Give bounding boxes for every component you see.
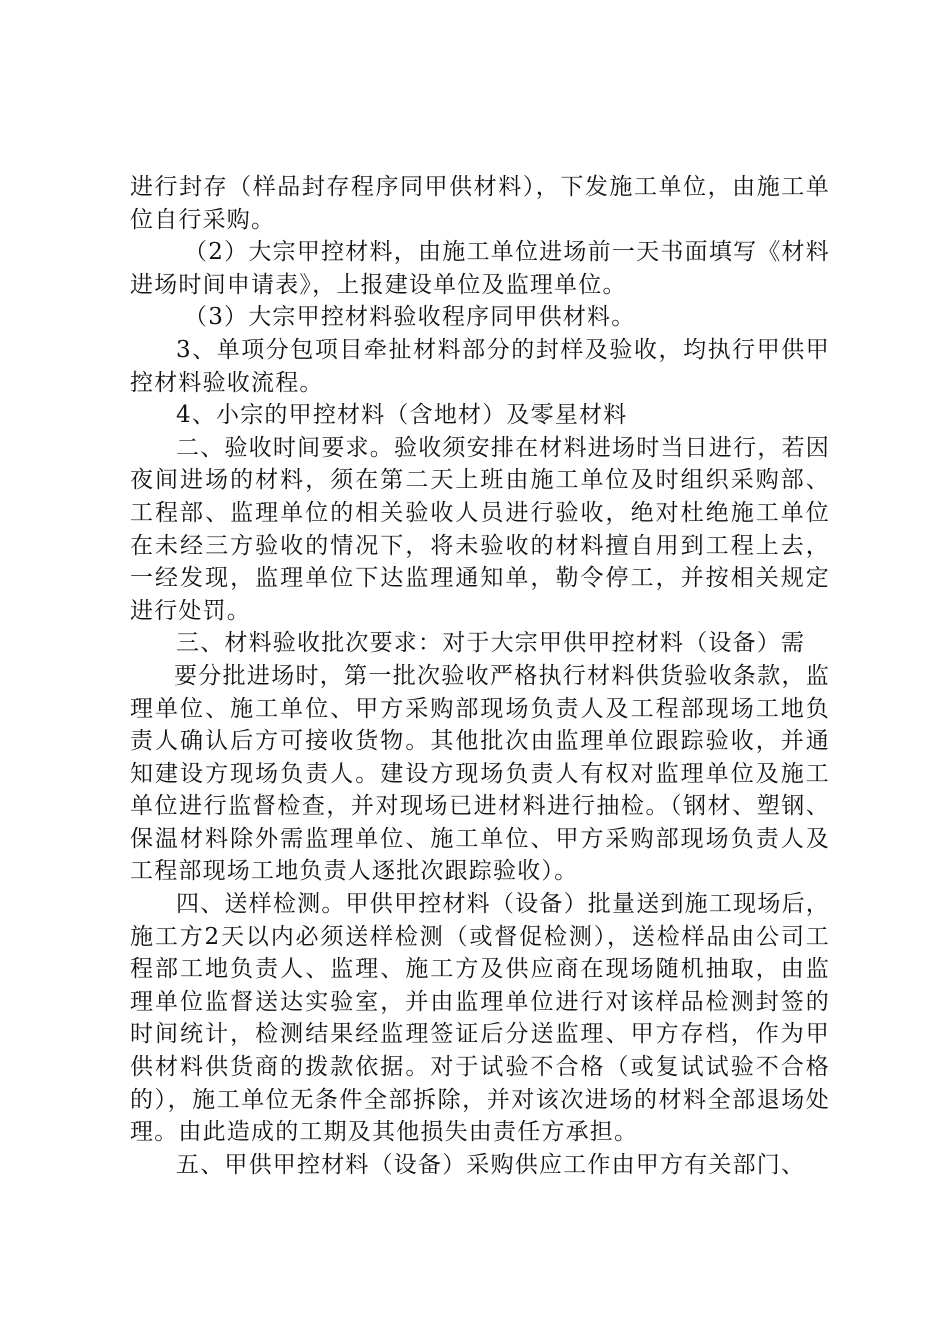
paragraph-section-5: 五、甲供甲控材料（设备）采购供应工作由甲方有关部门、	[176, 1151, 806, 1178]
paragraph-point-4: 4、小宗的甲控材料（含地材）及零星材料	[176, 402, 628, 429]
paragraph-batch-acceptance: 要分批进场时，第一批次验收严格执行材料供货验收条款，监理单位、施工单位、甲方采购部现场负责人及工程部现场工地负责人确认后方可接收货物。其他批次由监理单位跟踪验收，并通知建设方现场负责人。建设方现场负责人有权对监理单位及施工单位进行监督检查，并对现场已进材料进行抽检。（钢材、塑钢、保温材料除外需监理单位、施工单位、甲方采购部现场负责人及工程部现场工地负责人逐批次跟踪验收）。	[130, 662, 830, 885]
paragraph-point-3: 3、单项分包项目牵扯材料部分的封样及验收，均执行甲供甲控材料验收流程。	[130, 336, 830, 396]
paragraph-item-3: （3）大宗甲控材料验收程序同甲供材料。	[184, 304, 636, 331]
paragraph-section-3: 三、材料验收批次要求：对于大宗甲供甲控材料（设备）需	[176, 630, 806, 657]
paragraph-section-2: 二、验收时间要求。验收须安排在材料进场时当日进行，若因夜间进场的材料，须在第二天上班由施工单位及时组织采购部、工程部、监理单位的相关验收人员进行验收，绝对杜绝施工单位在未经三方验收的情况下，将未验收的材料擅自用到工程上去，一经发现，监理单位下达监理通知单，勒令停工，并按相关规定进行处罚。	[130, 434, 830, 624]
document-body	[130, 171, 830, 1181]
paragraph-sample-sealing: 进行封存（样品封存程序同甲供材料），下发施工单位，由施工单位自行采购。	[130, 174, 830, 233]
paragraph-item-2: （2）大宗甲控材料，由施工单位进场前一天书面填写《材料进场时间申请表》，上报建设单位及监理单位。	[130, 239, 830, 298]
paragraph-section-4: 四、送样检测。甲供甲控材料（设备）批量送到施工现场后，施工方2天以内必须送样检测（或督促检测），送检样品由公司工程部工地负责人、监理、施工方及供应商在现场随机抽取，由监理单位监督送达实验室，并由监理单位进行对该样品检测封签的时间统计，检测结果经监理签证后分送监理、甲方存档，作为甲供材料供货商的拨款依据。对于试验不合格（或复试试验不合格的），施工单位无条件全部拆除，并对该次进场的材料全部退场处理。由此造成的工期及其他损失由责任方承担。	[130, 891, 830, 1146]
